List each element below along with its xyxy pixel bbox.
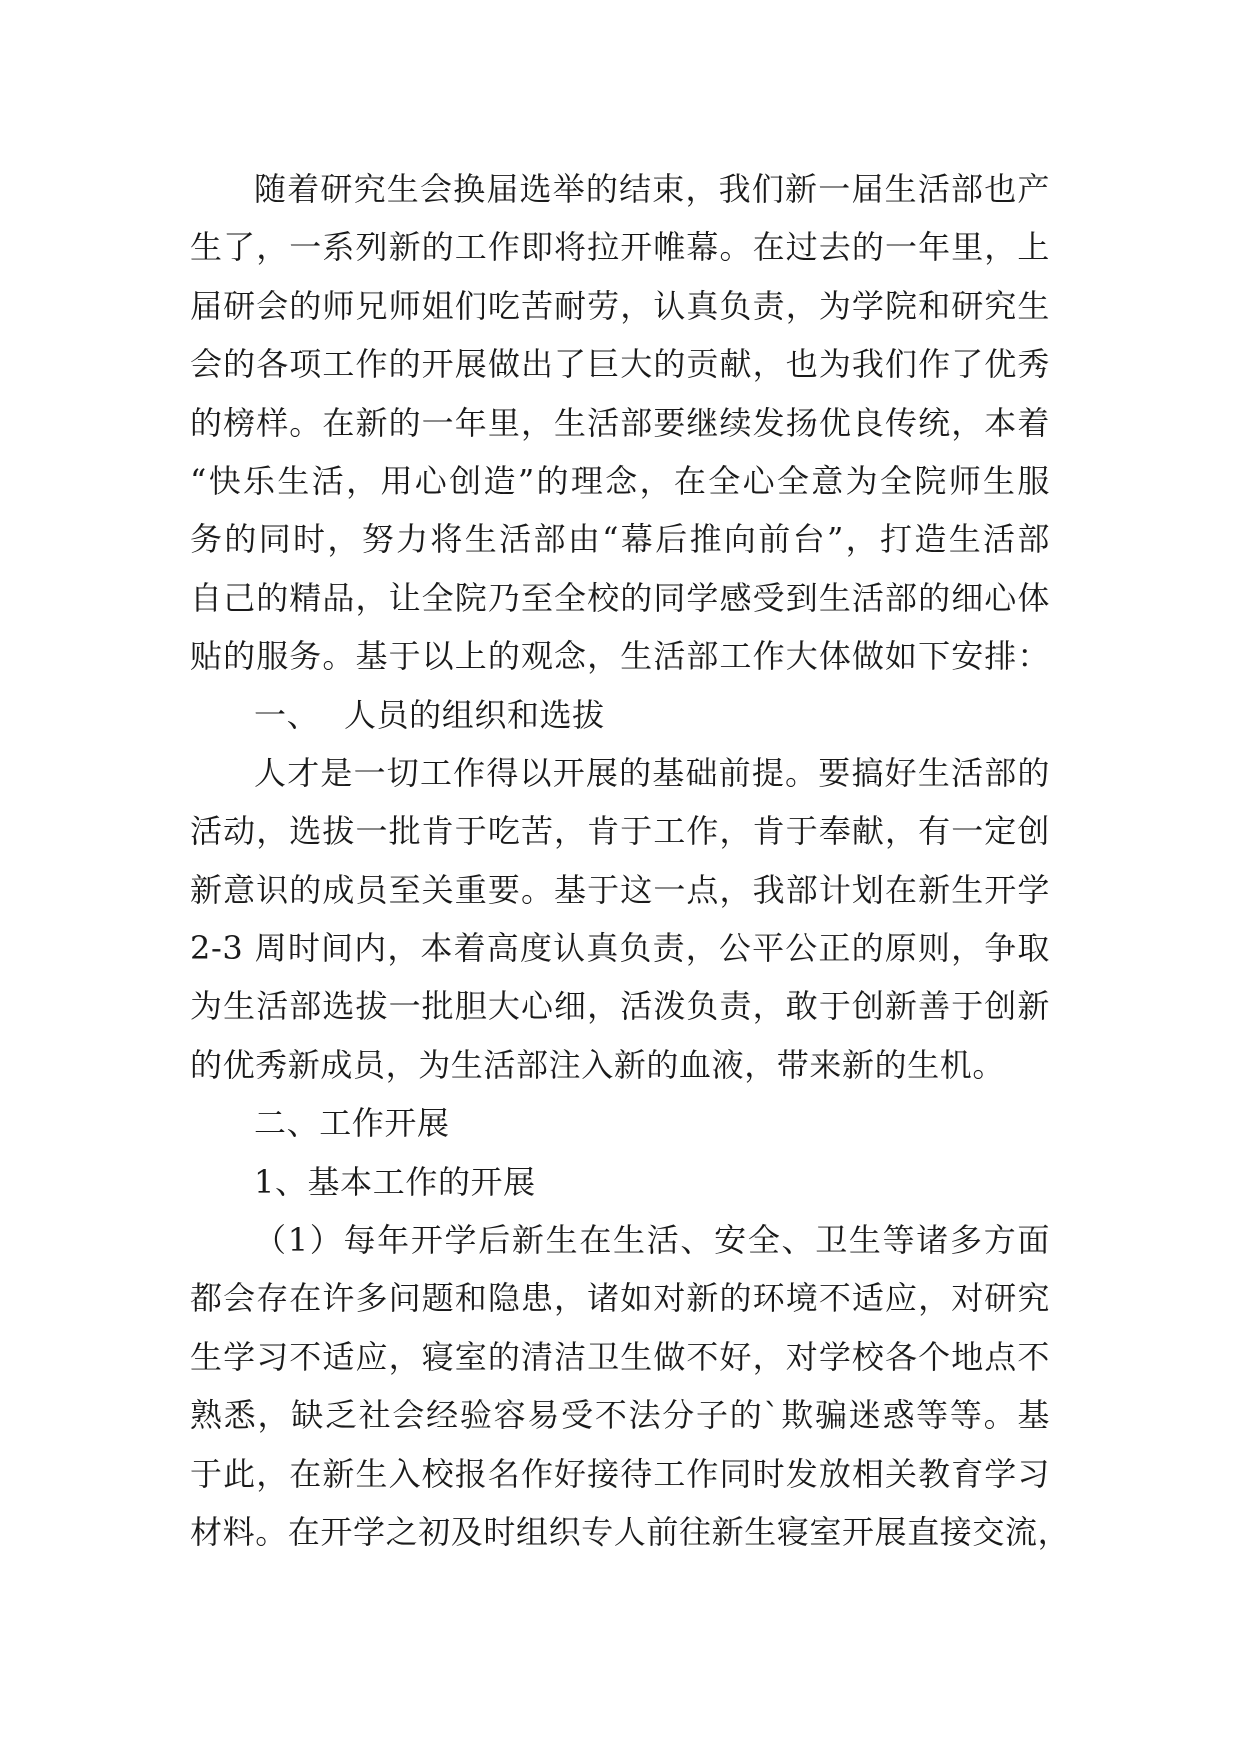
paragraph-line: 随着研究生会换届选举的结束，我们新一届生活部也产	[254, 170, 1050, 208]
paragraph-line: “快乐生活，用心创造”的理念，在全心全意为全院师生服	[190, 461, 1050, 500]
paragraph-line: 为生活部选拔一批胆大心细，活泼负责，敢于创新善于创新	[190, 987, 1050, 1026]
paragraph-line: 活动，选拔一批肯于吃苦，肯于工作，肯于奉献，有一定创	[190, 812, 1050, 851]
paragraph-line: 务的同时，努力将生活部由“幕后推向前台”，打造生活部	[190, 520, 1050, 559]
paragraph-line: 生了，一系列新的工作即将拉开帷幕。在过去的一年里，上	[190, 228, 1050, 267]
paragraph-line: 于此，在新生入校报名作好接待工作同时发放相关教育学习	[190, 1454, 1050, 1493]
paragraph-line: 的优秀新成员，为生活部注入新的血液，带来新的生机。	[190, 1045, 1006, 1084]
paragraph-line: 贴的服务。基于以上的观念，生活部工作大体做如下安排：	[190, 637, 1050, 676]
paragraph-line: 的榜样。在新的一年里，生活部要继续发扬优良传统，本着	[190, 403, 1050, 442]
paragraph-line: 会的各项工作的开展做出了巨大的贡献，也为我们作了优秀	[190, 345, 1050, 384]
paragraph-line: 2-3 周时间内，本着高度认真负责，公平公正的原则，争取	[190, 929, 1050, 968]
paragraph-line: 生学习不适应，寝室的清洁卫生做不好，对学校各个地点不	[190, 1337, 1050, 1376]
paragraph-line: 自己的精品，让全院乃至全校的同学感受到生活部的细心体	[190, 578, 1050, 617]
document-body	[190, 160, 1071, 1561]
paragraph-line: 都会存在许多问题和隐患，诸如对新的环境不适应，对研究	[190, 1279, 1050, 1318]
paragraph-line: 新意识的成员至关重要。基于这一点，我部计划在新生开学	[190, 870, 1050, 909]
paragraph-line: （1）每年开学后新生在生活、安全、卫生等诸多方面	[254, 1221, 1050, 1260]
paragraph-line: 材料。在开学之初及时组织专人前往新生寝室开展直接交流，	[190, 1512, 1071, 1551]
subsection-heading: 1、基本工作的开展	[254, 1162, 536, 1201]
paragraph-line: 熟悉，缺乏社会经验容易受不法分子的`欺骗迷惑等等。基	[190, 1396, 1050, 1435]
paragraph-line: 届研会的师兄师姐们吃苦耐劳，认真负责，为学院和研究生	[190, 286, 1050, 325]
section-heading: 二、工作开展	[254, 1104, 450, 1143]
section-heading: 一、 人员的组织和选拔	[254, 695, 605, 734]
paragraph-line: 人才是一切工作得以开展的基础前提。要搞好生活部的	[254, 753, 1050, 792]
